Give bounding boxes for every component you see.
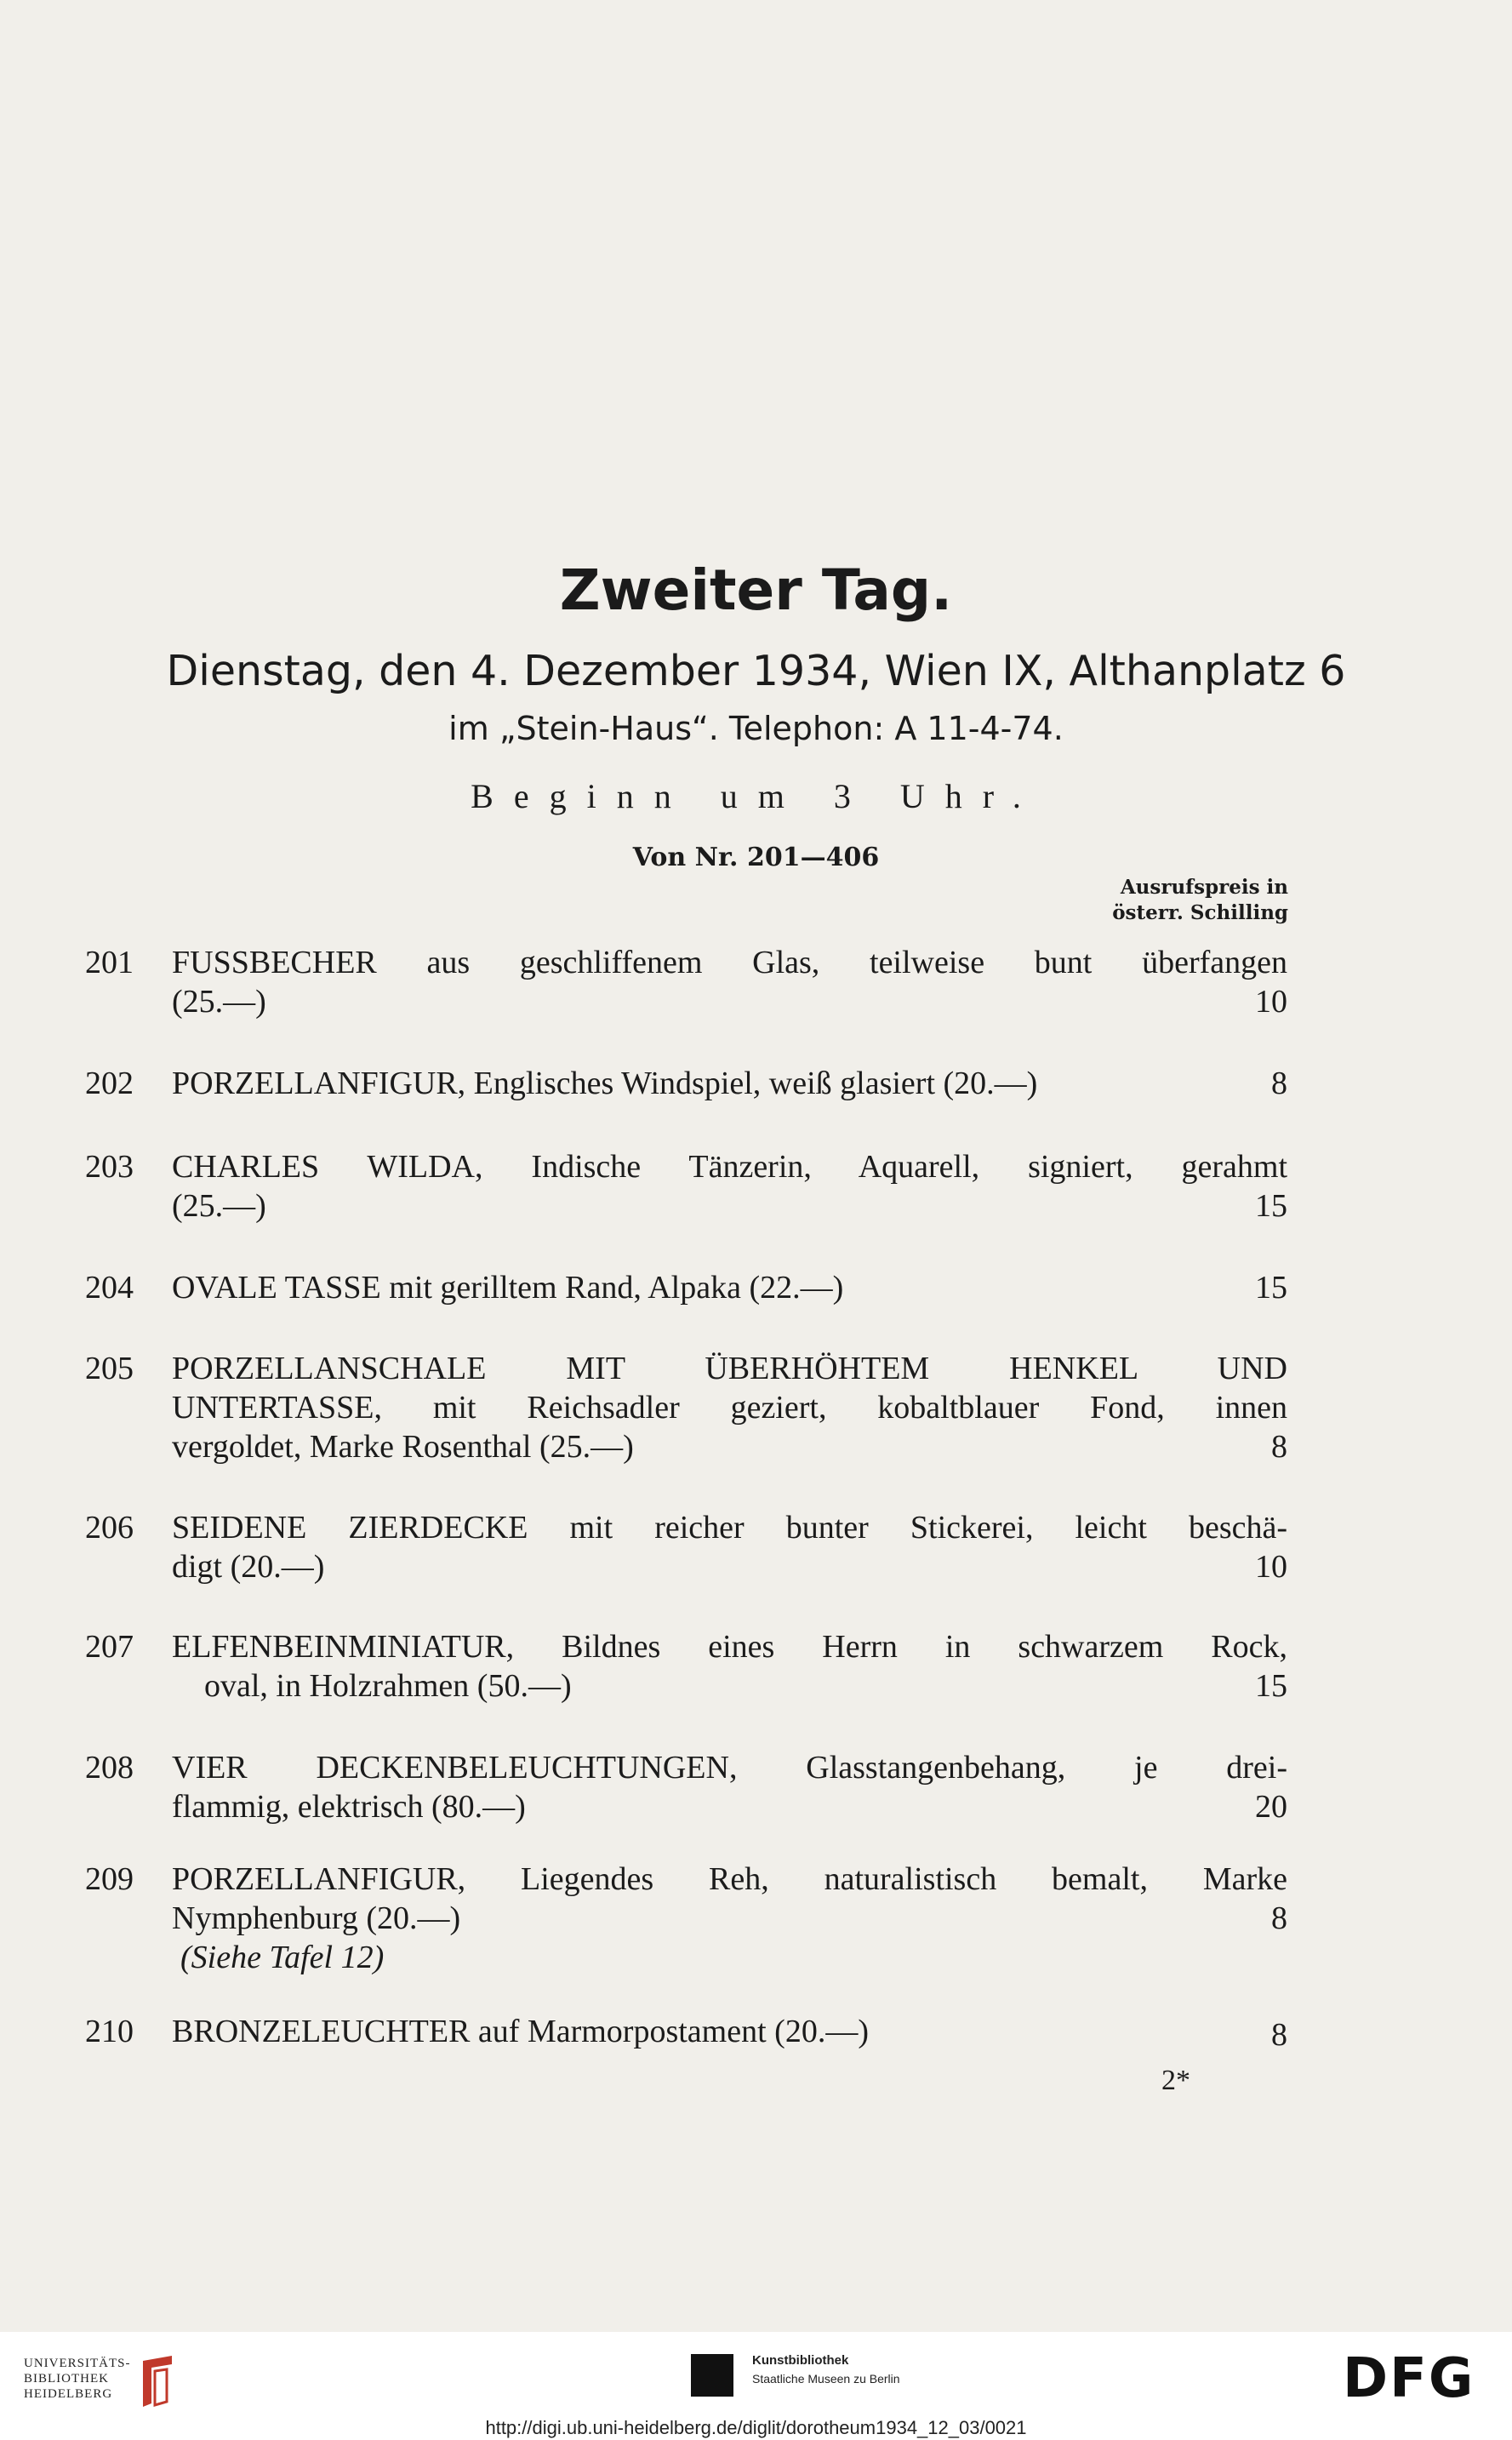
lot-price: 15 bbox=[1255, 1270, 1287, 1306]
lot-price: 15 bbox=[1255, 1188, 1287, 1224]
lot-description bbox=[172, 943, 1287, 1021]
price-header-line-2: österr. Schilling bbox=[1112, 901, 1288, 924]
kunstbibliothek-subtitle: Staatliche Museen zu Berlin bbox=[752, 2372, 900, 2386]
lot-price: 8 bbox=[1271, 1429, 1287, 1465]
lot-number: 201 bbox=[85, 945, 134, 980]
lot-price: 8 bbox=[1271, 2017, 1287, 2053]
lot-description-line: digt (20.—) bbox=[172, 1549, 325, 1585]
lot-number: 205 bbox=[85, 1351, 134, 1386]
date-location: Dienstag, den 4. Dezember 1934, Wien IX, Althanplatz 6 bbox=[166, 647, 1346, 695]
kunstbibliothek-logo-icon bbox=[691, 2354, 733, 2397]
lot-range: Von Nr. 201—406 bbox=[632, 843, 880, 872]
uni-line-2: BIBLIOTHEK bbox=[24, 2372, 109, 2386]
lot-description bbox=[172, 1147, 1287, 1226]
university-logo-icon bbox=[136, 2352, 179, 2412]
lot-number: 210 bbox=[85, 2014, 134, 2049]
kunstbibliothek-name: Kunstbibliothek bbox=[752, 2353, 849, 2368]
lot-price: 10 bbox=[1255, 1549, 1287, 1585]
university-library-name bbox=[24, 2356, 131, 2402]
lot-description bbox=[172, 1064, 1176, 1103]
lot-description-line: OVALE TASSE mit gerilltem Rand, Alpaka (22.—) bbox=[172, 1270, 844, 1306]
lot-price: 8 bbox=[1271, 1900, 1287, 1936]
uni-line-3: HEIDELBERG bbox=[24, 2387, 113, 2401]
lot-description-line: FUSSBECHER aus geschliffenem Glas, teilweise bunt überfangen bbox=[172, 945, 1287, 980]
uni-line-1: UNIVERSITÄTS- bbox=[24, 2357, 131, 2370]
lot-number: 204 bbox=[85, 1270, 134, 1306]
lot-description-line: SEIDENE ZIERDECKE mit reicher bunter Stickerei, leicht beschä- bbox=[172, 1510, 1287, 1546]
lot-description-line: CHARLES WILDA, Indische Tänzerin, Aquarell, signiert, gerahmt bbox=[172, 1149, 1287, 1185]
lot-price: 8 bbox=[1271, 1066, 1287, 1101]
lot-description bbox=[172, 1860, 1287, 1977]
page-title: Zweiter Tag. bbox=[559, 557, 953, 623]
lot-price: 10 bbox=[1255, 984, 1287, 1020]
lot-description-line: BRONZELEUCHTER auf Marmorpostament (20.—) bbox=[172, 2014, 869, 2049]
lot-description-line: (25.—) bbox=[172, 984, 266, 1020]
lot-description-line: oval, in Holzrahmen (50.—) bbox=[204, 1668, 572, 1704]
lot-description-line: ELFENBEINMINIATUR, Bildnes eines Herrn in schwarzem Rock, bbox=[172, 1629, 1287, 1665]
lot-description bbox=[172, 1268, 1176, 1307]
start-time: Beginn um 3 Uhr. bbox=[471, 777, 1041, 815]
lot-price: 20 bbox=[1255, 1789, 1287, 1825]
lot-number: 209 bbox=[85, 1861, 134, 1897]
lot-description-line: UNTERTASSE, mit Reichsadler geziert, kobaltblauer Fond, innen bbox=[172, 1390, 1287, 1426]
lot-description-line: PORZELLANSCHALE MIT ÜBERHÖHTEM HENKEL UND bbox=[172, 1351, 1287, 1386]
lot-description-line: Nymphenburg (20.—) bbox=[172, 1900, 461, 1936]
plate-reference: (Siehe Tafel 12) bbox=[180, 1940, 385, 1975]
page-number: 2* bbox=[1161, 2065, 1190, 2096]
lot-description bbox=[172, 1627, 1287, 1706]
lot-number: 208 bbox=[85, 1750, 134, 1786]
lot-description bbox=[172, 1748, 1287, 1826]
lot-description-line: VIER DECKENBELEUCHTUNGEN, Glasstangenbehang, je drei- bbox=[172, 1750, 1287, 1786]
lot-description bbox=[172, 1508, 1287, 1586]
lot-description-line: (25.—) bbox=[172, 1188, 266, 1224]
price-header-line-1: Ausrufspreis in bbox=[1120, 876, 1288, 899]
lot-description bbox=[172, 2012, 1176, 2051]
venue-phone: im „Stein-Haus“. Telephon: A 11-4-74. bbox=[448, 710, 1064, 747]
lot-description-line: vergoldet, Marke Rosenthal (25.—) bbox=[172, 1429, 634, 1465]
lot-number: 207 bbox=[85, 1629, 134, 1665]
price-column-header bbox=[1112, 875, 1288, 926]
lot-number: 206 bbox=[85, 1510, 134, 1546]
dfg-logo: DFG bbox=[1343, 2347, 1475, 2410]
lot-description-line: PORZELLANFIGUR, Englisches Windspiel, weiß glasiert (20.—) bbox=[172, 1066, 1038, 1101]
lot-number: 203 bbox=[85, 1149, 134, 1185]
lot-price: 15 bbox=[1255, 1668, 1287, 1704]
footer bbox=[0, 2332, 1512, 2440]
source-url[interactable]: http://digi.ub.uni-heidelberg.de/diglit/dorotheum1934_12_03/0021 bbox=[485, 2417, 1027, 2438]
lot-description-line: PORZELLANFIGUR, Liegendes Reh, naturalistisch bemalt, Marke bbox=[172, 1861, 1287, 1897]
lot-number: 202 bbox=[85, 1066, 134, 1101]
lot-description-line: flammig, elektrisch (80.—) bbox=[172, 1789, 526, 1825]
lot-description bbox=[172, 1349, 1287, 1466]
